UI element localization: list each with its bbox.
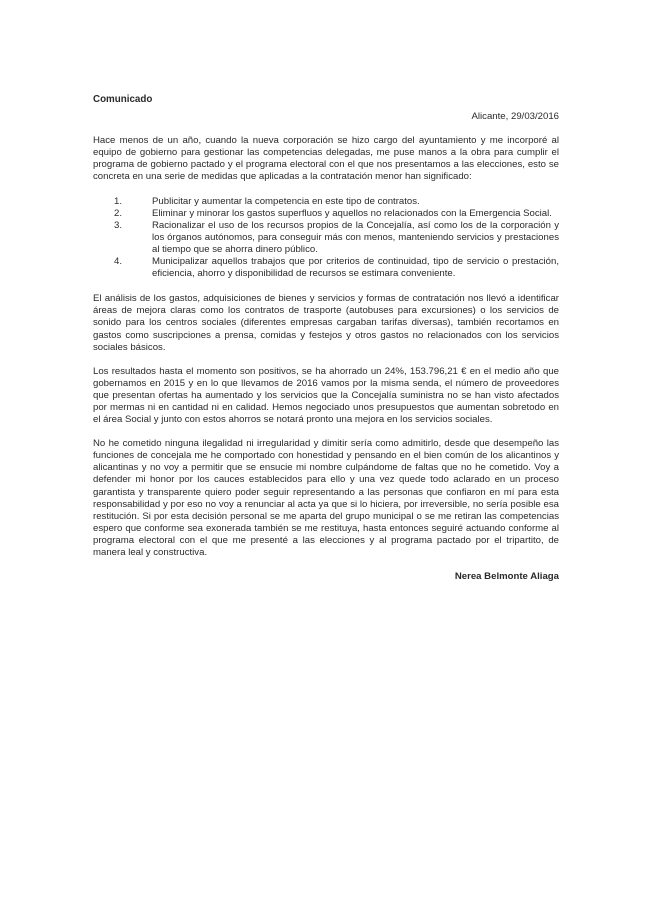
list-number: 3. [114,219,123,231]
document-page [93,94,559,583]
signature: Nerea Belmonte Aliaga [454,571,559,583]
list-item [93,196,559,208]
list-number: 1. [114,195,123,207]
list-text: Municipalizar aquellos trabajos que por criterios de continuidad, tipo de servicio o prestación, eficiencia, ahorro y disponibilidad de recursos se estimara conveniente. [152,256,559,280]
list-number: 4. [114,256,123,268]
intro-paragraph: Hace menos de un año, cuando la nueva corporación se hizo cargo del ayuntamiento y me incorporé al equipo de gobierno para gestionar las competencias delegadas, me puse manos a la obra para cumplir el programa de gobierno pactado y el programa electoral con el que nos presentamos a las elecciones, esto se concreta en una serie de medidas que aplicadas a la contratación menor han significado: [93,135,559,183]
measures-list [93,196,559,281]
list-text: Racionalizar el uso de los recursos propios de la Concejalía, así como los de la corporación y los órganos autónomos, para conseguir más con menos, manteniendo servicios y prestaciones al tiempo que se ahorra dinero público. [152,219,559,255]
list-item [93,208,559,220]
list-item [93,220,559,256]
analysis-paragraph: El análisis de los gastos, adquisiciones de bienes y servicios y formas de contratación nos llevó a identificar áreas de mejora claras como los contratos de trasporte (autobuses para excursiones) o los servicios de sonido para los centros sociales (diferentes empresas cargaban tarifas diversas), también recortamos en gastos como suscripciones a prensa, comidas y festejos y otros gastos no relacionados con los servicios sociales básicos. [93,293,559,353]
list-text: Eliminar y minorar los gastos superfluos y aquellos no relacionados con la Emergencia Social. [152,207,552,219]
statement-paragraph: No he cometido ninguna ilegalidad ni irregularidad y dimitir sería como admitirlo, desde que desempeño las funciones de concejala me he comportado con honestidad y pensando en el bien común de los alicantinos y alicantinas y no voy a permitir que se ensucie mi nombre culpándome de faltas que no he cometido. Voy a defender mi honor por los cauces establecidos para ello y una vez quede todo aclarado en un proceso garantista y transparente quiero poder seguir representando a las personas que confiaron en mí para esta responsabilidad y por eso no voy a renunciar al acta ya que si lo hiciera, por irreversible, no sería posible esa restitución. Si por esta decisión personal se me aparta del grupo municipal o se me retiran las competencias espero que conforme sea exonerada también se me restituya, hasta entonces seguiré actuando conforme al programa electoral con el que me presenté a las elecciones y al programa pactado por el tripartito, de manera leal y constructiva. [93,438,559,558]
list-item [93,256,559,280]
list-number: 2. [114,207,123,219]
list-text: Publicitar y aumentar la competencia en este tipo de contratos. [152,195,420,207]
document-title: Comunicado [93,94,153,105]
results-paragraph: Los resultados hasta el momento son positivos, se ha ahorrado un 24%, 153.796,21 € en el medio año que gobernamos en 2015 y en lo que llevamos de 2016 vamos por la misma senda, el número de proveedores que presentan ofertas ha aumentado y los servicios que la Concejalía suministra no se han visto afectados por mermas ni en cantidad ni en calidad. Hemos negociado unos presupuestos que aumentan sobretodo en el área Social y junto con estos ahorros se notará pronto una mejora en los servicios sociales. [93,365,559,426]
document-date: Alicante, 29/03/2016 [471,111,559,123]
